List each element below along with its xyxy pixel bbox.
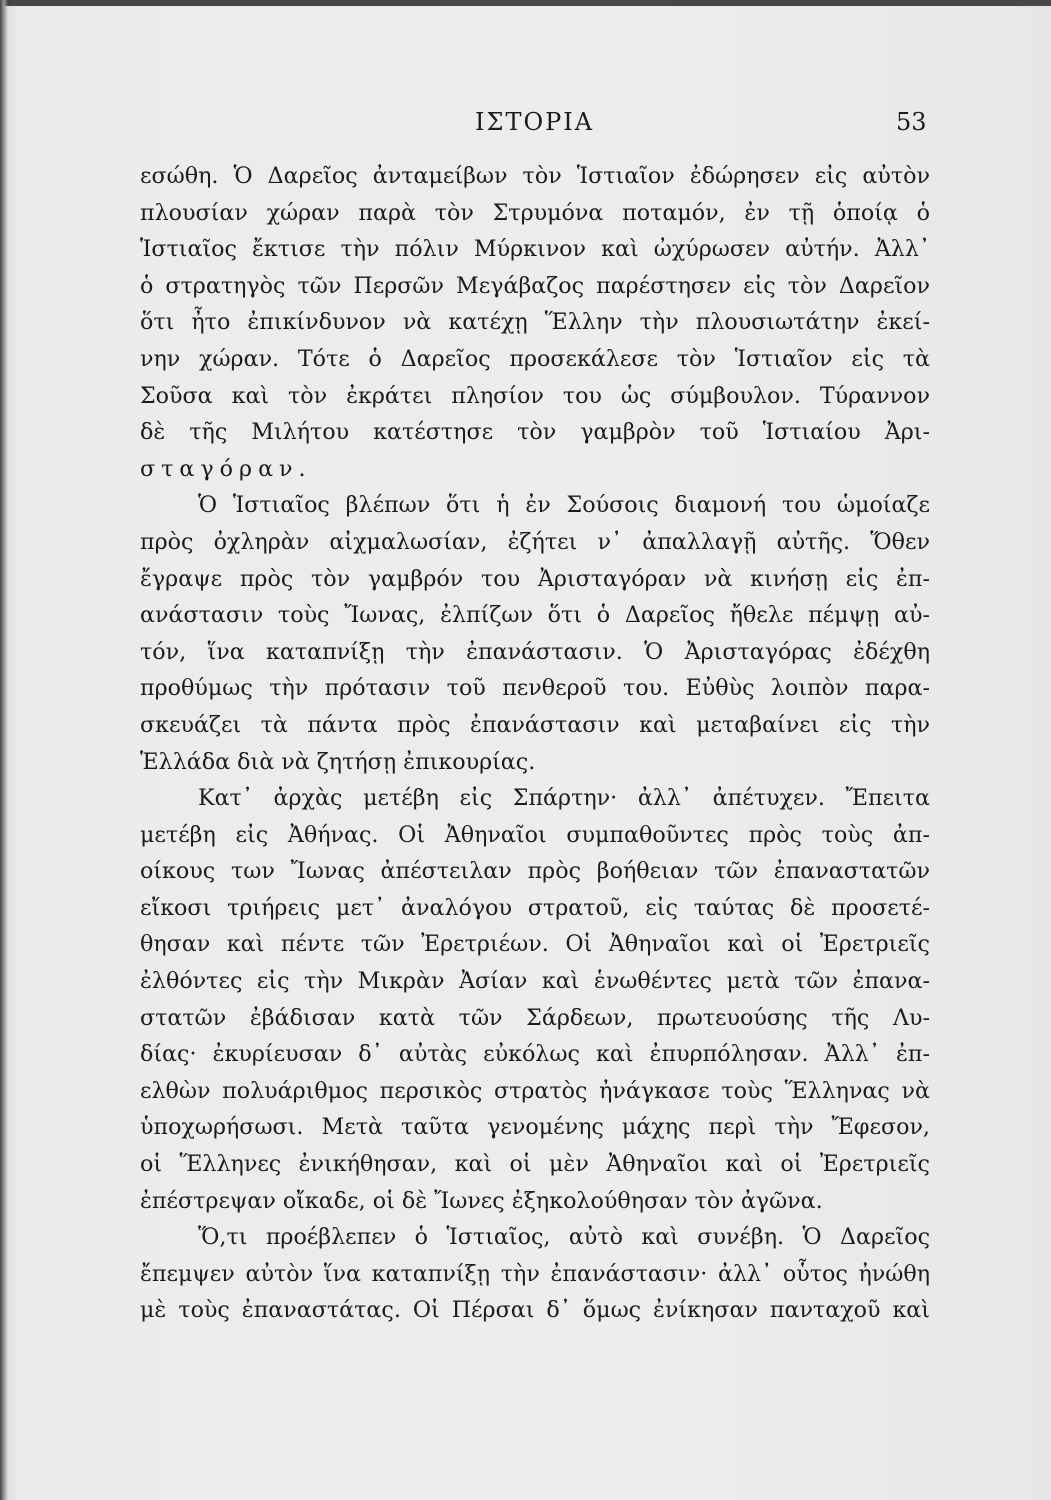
text-line: θησαν καὶ πέντε τῶν Ἐρετριέων. Οἱ Ἀθηναῖοι καὶ οἱ Ἐρετριεῖς bbox=[140, 931, 930, 958]
text-line: πρὸς ὀχληρὰν αἰχμαλωσίαν, ἐζήτει ν᾽ ἀπαλλαγῇ αὐτῆς. Ὅθεν bbox=[140, 528, 930, 555]
text-line: στατῶν ἐβάδισαν κατὰ τῶν Σάρδεων, πρωτευούσης τῆς Λυ- bbox=[140, 1004, 930, 1031]
text-line: ἔγραψε πρὸς τὸν γαμβρόν του Ἀρισταγόραν νὰ κινήσῃ εἰς ἐπ- bbox=[140, 565, 930, 592]
running-header bbox=[0, 108, 1051, 144]
body-text bbox=[140, 158, 930, 1329]
text-line: ὅτι ἦτο ἐπικίνδυνον νὰ κατέχῃ Ἕλλην τὴν πλουσιωτάτην ἐκεί- bbox=[140, 309, 930, 336]
text-line: ἔπεμψεν αὐτὸν ἵνα καταπνίξῃ τὴν ἐπανάστασιν· ἀλλ᾽ οὗτος ἠνώθη bbox=[140, 1260, 930, 1287]
page-number: 53 bbox=[896, 108, 927, 136]
text-line: δίας· ἐκυρίευσαν δ᾽ αὐτὰς εὐκόλως καὶ ἐπυρπόλησαν. Ἀλλ᾽ ἐπ- bbox=[140, 1041, 930, 1068]
text-line: Ὅ,τι προέβλεπεν ὁ Ἱστιαῖος, αὐτὸ καὶ συνέβη. Ὁ Δαρεῖος bbox=[198, 1224, 930, 1251]
text-line: ανάστασιν τοὺς Ἴωνας, ἐλπίζων ὅτι ὁ Δαρεῖος ἤθελε πέμψῃ αὐ- bbox=[140, 602, 930, 629]
text-line: μετέβη εἰς Ἀθήνας. Οἱ Ἀθηναῖοι συμπαθοῦντες πρὸς τοὺς ἀπ- bbox=[140, 821, 930, 848]
text-line: ἐπέστρεψαν οἴκαδε, οἱ δὲ Ἴωνες ἐξηκολούθησαν τὸν ἀγῶνα. bbox=[140, 1187, 823, 1214]
text-line: εἴκοσι τριήρεις μετ᾽ ἀναλόγου στρατοῦ, εἰς ταύτας δὲ προσετέ- bbox=[140, 894, 930, 921]
text-line: ἐλθόντες εἰς τὴν Μικρὰν Ἀσίαν καὶ ἑνωθέντες μετὰ τῶν ἐπανα- bbox=[140, 968, 930, 995]
text-line: ὑποχωρήσωσι. Μετὰ ταῦτα γενομένης μάχης περὶ τὴν Ἔφεσον, bbox=[140, 1114, 930, 1141]
text-line: Ἑλλάδα διὰ νὰ ζητήσῃ ἐπικουρίας. bbox=[140, 748, 536, 775]
text-line: ὁ στρατηγὸς τῶν Περσῶν Μεγάβαζος παρέστησεν εἰς τὸν Δαρεῖον bbox=[140, 272, 930, 299]
page-binding-edge bbox=[0, 0, 8, 1500]
text-line: Σοῦσα καὶ τὸν ἐκράτει πλησίον του ὡς σύμβουλον. Τύραννον bbox=[140, 382, 930, 409]
text-line: οἱ Ἕλληνες ἐνικήθησαν, καὶ οἱ μὲν Ἀθηναῖοι καὶ οἱ Ἐρετριεῖς bbox=[140, 1151, 930, 1178]
text-line: εσώθη. Ὁ Δαρεῖος ἀνταμείβων τὸν Ἱστιαῖον ἐδώρησεν εἰς αὐτὸν bbox=[140, 163, 930, 189]
text-line: Ὁ Ἱστιαῖος βλέπων ὅτι ἡ ἐν Σούσοις διαμονή του ὡμοίαζε bbox=[198, 492, 930, 519]
page-top-shadow bbox=[0, 0, 1051, 6]
text-line: Ἱστιαῖος ἔκτισε τὴν πόλιν Μύρκινον καὶ ὠχύρωσεν αὐτήν. Ἀλλ᾽ bbox=[140, 236, 930, 263]
text-line: οίκους των Ἴωνας ἀπέστειλαν πρὸς βοήθειαν τῶν ἐπαναστατῶν bbox=[140, 858, 930, 885]
text-line: πλουσίαν χώραν παρὰ τὸν Στρυμόνα ποταμόν, ἐν τῇ ὁποίᾳ ὁ bbox=[140, 199, 930, 226]
running-title: ΙΣΤΟΡΙΑ bbox=[475, 108, 595, 136]
text-line: σταγόραν. bbox=[140, 455, 312, 482]
text-line: προθύμως τὴν πρότασιν τοῦ πενθεροῦ του. Εὐθὺς λοιπὸν παρα- bbox=[140, 675, 930, 702]
text-line: τόν, ἵνα καταπνίξῃ τὴν ἐπανάστασιν. Ὁ Ἀρισταγόρας ἐδέχθη bbox=[140, 638, 930, 665]
text-line: Κατ᾽ ἀρχὰς μετέβη εἰς Σπάρτην· ἀλλ᾽ ἀπέτυχεν. Ἔπειτα bbox=[198, 785, 930, 812]
text-line: δὲ τῆς Μιλήτου κατέστησε τὸν γαμβρὸν τοῦ Ἱστιαίου Ἀρι- bbox=[140, 419, 930, 446]
text-line: ελθὼν πολυάριθμος περσικὸς στρατὸς ἠνάγκασε τοὺς Ἕλληνας νὰ bbox=[140, 1077, 930, 1104]
text-line: νην χώραν. Τότε ὁ Δαρεῖος προσεκάλεσε τὸν Ἱστιαῖον εἰς τὰ bbox=[140, 345, 930, 372]
text-line: σκευάζει τὰ πάντα πρὸς ἐπανάστασιν καὶ μεταβαίνει εἰς τὴν bbox=[140, 711, 930, 738]
text-line: μὲ τοὺς ἐπαναστάτας. Οἱ Πέρσαι δ᾽ ὅμως ἐνίκησαν πανταχοῦ καὶ bbox=[140, 1297, 930, 1324]
